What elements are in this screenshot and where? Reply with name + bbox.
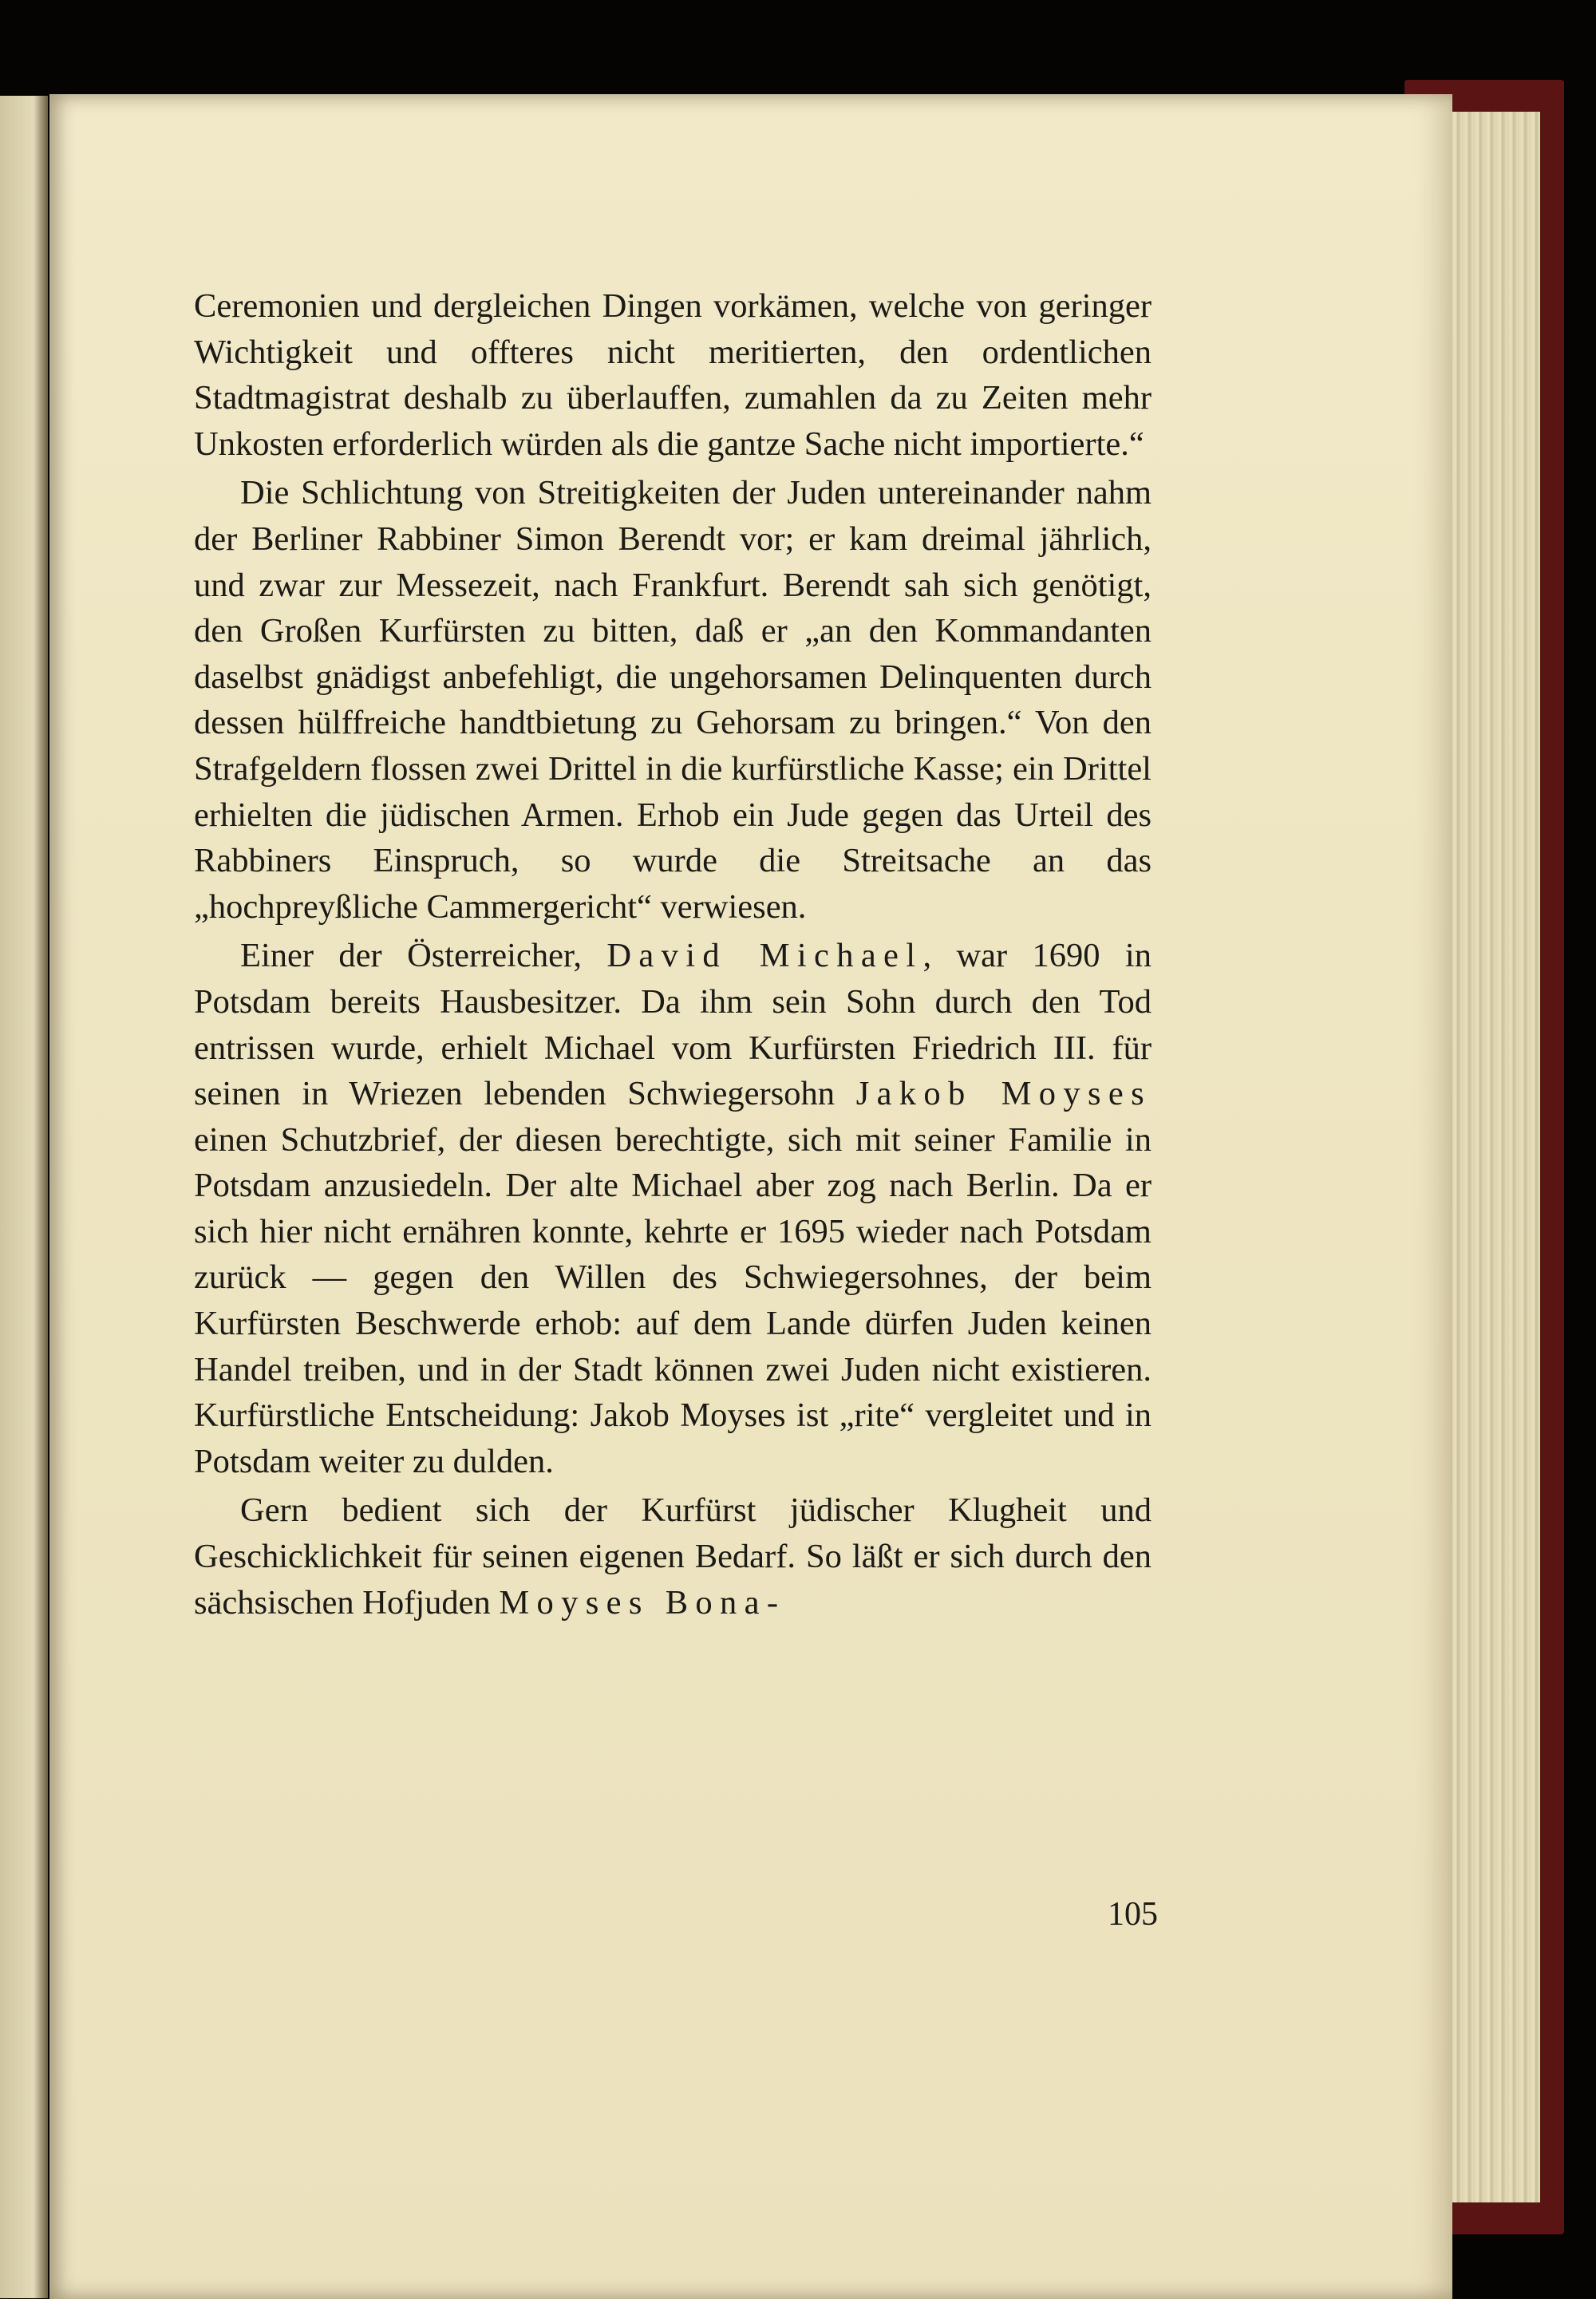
body-text <box>194 283 1152 1625</box>
paragraph-2 <box>194 470 1152 930</box>
paragraph-3-text-c: einen Schutzbrief, der diesen berechtigte, sich mit seiner Familie in Potsdam anzusiedeln. Der alte Michael aber zog nach Berlin. Da er sich hier nicht ernähren konnte, kehrte er 1695 wieder nach Potsdam zurück — gegen den Willen des Schwiegersohnes, der beim Kurfürsten Beschwerde erhob: auf dem Lande dürfen Juden keinen Handel treiben, und in der Stadt können zwei Juden nicht existieren. Kurfürstliche Entscheidung: Jakob Moyses ist „rite“ vergleitet und in Potsdam weiter zu dulden. <box>194 1120 1152 1480</box>
paragraph-4 <box>194 1487 1152 1625</box>
name-jakob-moyses: Jakob Moyses <box>855 1075 1152 1113</box>
name-moyses-bona: Moyses Bona- <box>499 1583 786 1622</box>
paragraph-3-text-a: Einer der Österreicher, <box>240 937 607 975</box>
paragraph-1 <box>194 283 1152 467</box>
left-page-edge <box>0 96 48 2298</box>
paragraph-1-text: Ceremonien und dergleichen Dingen vorkämen, welche von geringer Wichtigkeit und offteres nicht meritierten, den ordentlichen Stadtmagistrat deshalb zu überlauffen, zumahlen da zu Zeiten mehr Unkosten erforderlich würden als die gantze Sache nicht importierte.“ <box>194 287 1152 463</box>
paragraph-2-text: Die Schlichtung von Streitigkeiten der Juden untereinander nahm der Berliner Rabbiner Simon Berendt vor; er kam dreimal jährlich, und zwar zur Messezeit, nach Frankfurt. Berendt sah sich genötigt, den Großen Kurfürsten zu bitten, daß er „an den Kommandanten daselbst gnädigst anbefehligt, die ungehorsamen Delinquenten durch dessen hülffreiche handtbietung zu Gehorsam zu bringen.“ Von den Strafgeldern flossen zwei Drittel in die kurfürstliche Kasse; ein Drittel erhielten die jüdischen Armen. Erhob ein Jude gegen das Urteil des Rabbiners Einspruch, so wurde die Streitsache an das „hochpreyßliche Cammergericht“ verwiesen. <box>194 474 1152 926</box>
page-number: 105 <box>1108 1896 1158 1933</box>
paragraph-4-text-a: Gern bedient sich der Kurfürst jüdischer Klugheit und Geschicklichkeit für seinen eigenen Bedarf. So läßt er sich durch den sächsischen Hofjuden <box>194 1491 1152 1622</box>
paragraph-3 <box>194 933 1152 1484</box>
name-david-michael: David Michael <box>606 937 923 975</box>
paragraph-3-text-b: , war 1690 in Potsdam bereits Hausbesitzer. Da ihm sein Sohn durch den Tod entrissen wurde, erhielt Michael vom Kurfürsten Friedrich III. für seinen in Wriezen lebenden Schwiegersohn <box>194 937 1152 1113</box>
